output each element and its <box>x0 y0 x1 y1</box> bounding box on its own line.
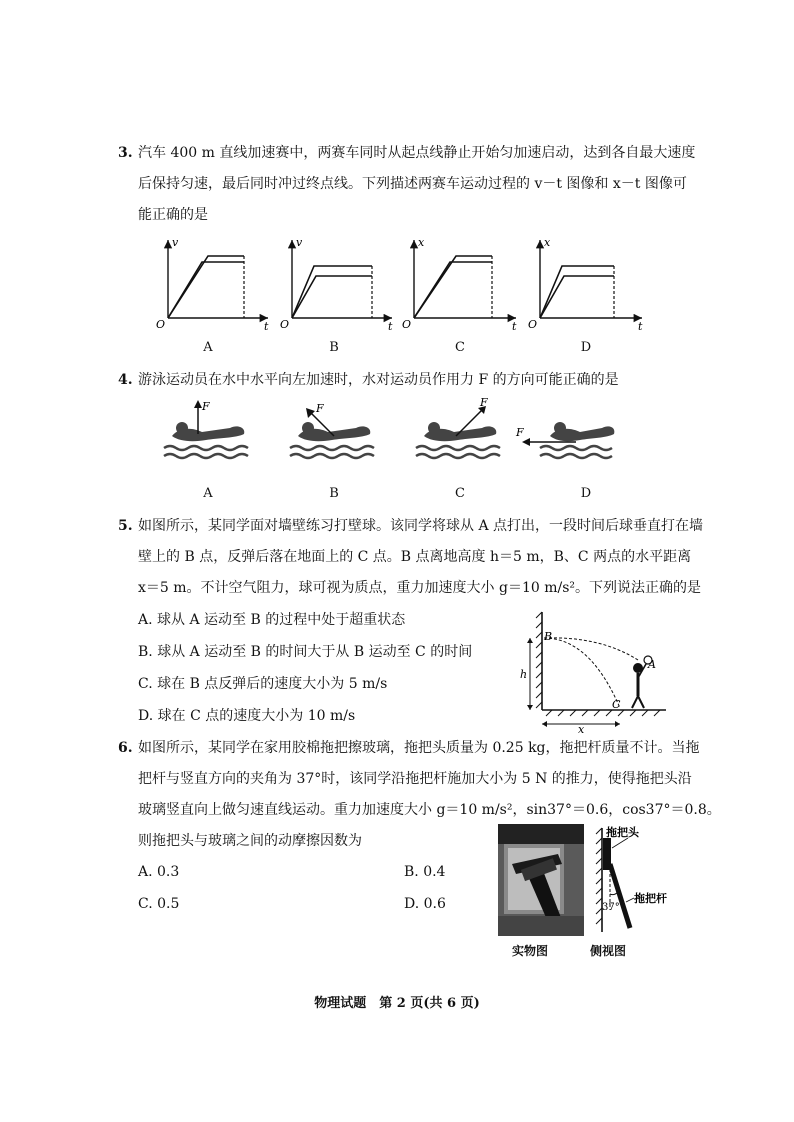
question-text-line: 把杆与竖直方向的夹角为 37°时，该同学沿拖把杆施加大小为 5 N 的推力，使得拖把头沿 <box>138 771 692 787</box>
xt-graph-c <box>398 232 522 332</box>
x-axis-label: t <box>638 320 643 332</box>
option-caption: C <box>455 486 465 501</box>
option-a[interactable]: A. 0.3 <box>138 864 180 880</box>
question-text-line: 玻璃竖直向上做匀速直线运动。重力加速度大小 g＝10 m/s²，sin37°＝0.6，cos37°＝0.8。 <box>138 802 721 818</box>
option-b[interactable]: B. 0.4 <box>404 864 446 880</box>
swimmer-figure-d <box>510 398 620 470</box>
height-label: h <box>520 668 528 681</box>
origin-label: O <box>280 318 290 331</box>
wall-ball-figure <box>520 608 670 734</box>
question-text-line: 后保持匀速，最后同时冲过终点线。下列描述两赛车运动过程的 v－t 图像和 x－t 图像可 <box>138 176 687 192</box>
swimmer-figure-b <box>284 398 384 470</box>
y-axis-label: x <box>544 236 551 249</box>
option-c[interactable]: C. 0.5 <box>138 896 180 912</box>
y-axis-label: v <box>172 236 179 249</box>
force-label: F <box>480 398 488 409</box>
option-b[interactable]: B. 球从 A 运动至 B 的时间大于从 B 运动至 C 的时间 <box>138 644 473 660</box>
option-c[interactable]: C. 球在 B 点反弹后的速度大小为 5 m/s <box>138 676 388 692</box>
question-text-line: 能正确的是 <box>138 207 208 223</box>
force-label: F <box>516 426 524 439</box>
origin-label: O <box>402 318 412 331</box>
question-text-line: 则拖把头与玻璃之间的动摩擦因数为 <box>138 833 362 849</box>
option-caption: D <box>580 486 592 501</box>
question-text-line: 游泳运动员在水中水平向左加速时，水对运动员作用力 F 的方向可能正确的是 <box>138 372 619 388</box>
angle-label: 37° <box>602 902 620 913</box>
y-axis-label: x <box>418 236 425 249</box>
question-number: 3. <box>118 145 133 161</box>
option-caption: B <box>329 486 339 501</box>
question-number: 6. <box>118 740 133 756</box>
graph-caption: A <box>203 340 213 355</box>
question-text-line: 如图所示，某同学在家用胶棉拖把擦玻璃，拖把头质量为 0.25 kg，拖把杆质量不计。当拖 <box>138 740 700 756</box>
mop-photo <box>498 824 584 936</box>
question-text-line: 汽车 400 m 直线加速赛中，两赛车同时从起点线静止开始匀加速启动，达到各自最大速度 <box>138 145 696 161</box>
x-axis-label: t <box>264 320 269 332</box>
graph-caption: B <box>329 340 339 355</box>
distance-label: x <box>578 723 585 734</box>
vt-graph-b <box>276 232 396 332</box>
swimmer-figure-a <box>158 398 258 470</box>
graph-caption: C <box>455 340 465 355</box>
question-number: 5. <box>118 518 133 534</box>
force-label: F <box>316 402 324 415</box>
origin-label: O <box>528 318 538 331</box>
photo-caption: 实物图 <box>512 944 549 958</box>
question-text-line: 壁上的 B 点，反弹后落在地面上的 C 点。B 点离地高度 h＝5 m，B、C 两点的水平距离 <box>138 549 692 565</box>
option-caption: A <box>203 486 213 501</box>
xt-graph-d <box>524 232 648 332</box>
x-axis-label: t <box>512 320 517 332</box>
y-axis-label: v <box>296 236 303 249</box>
force-label: F <box>202 400 210 413</box>
question-text-line: x＝5 m。不计空气阻力，球可视为质点，重力加速度大小 g＝10 m/s²。下列说法正确的是 <box>138 580 701 596</box>
point-a-label: A <box>648 658 656 671</box>
side-view-caption: 侧视图 <box>590 944 627 958</box>
x-axis-label: t <box>388 320 393 332</box>
question-text-line: 如图所示，某同学面对墙壁练习打壁球。该同学将球从 A 点打出，一段时间后球垂直打在墙 <box>138 518 704 534</box>
point-c-label: C <box>612 698 621 711</box>
page-footer: 物理试题 第 2 页(共 6 页) <box>314 996 480 1011</box>
point-b-label: B <box>544 630 553 643</box>
mop-head-label: 拖把头 <box>606 826 639 839</box>
origin-label: O <box>156 318 166 331</box>
mop-side-view <box>588 824 688 936</box>
swimmer-figure-c <box>410 398 510 470</box>
option-a[interactable]: A. 球从 A 运动至 B 的过程中处于超重状态 <box>138 612 406 628</box>
graph-caption: D <box>580 340 592 355</box>
question-number: 4. <box>118 372 133 388</box>
option-d[interactable]: D. 0.6 <box>404 896 446 912</box>
option-d[interactable]: D. 球在 C 点的速度大小为 10 m/s <box>138 708 356 724</box>
mop-rod-label: 拖把杆 <box>634 892 667 905</box>
vt-graph-a <box>152 232 272 332</box>
